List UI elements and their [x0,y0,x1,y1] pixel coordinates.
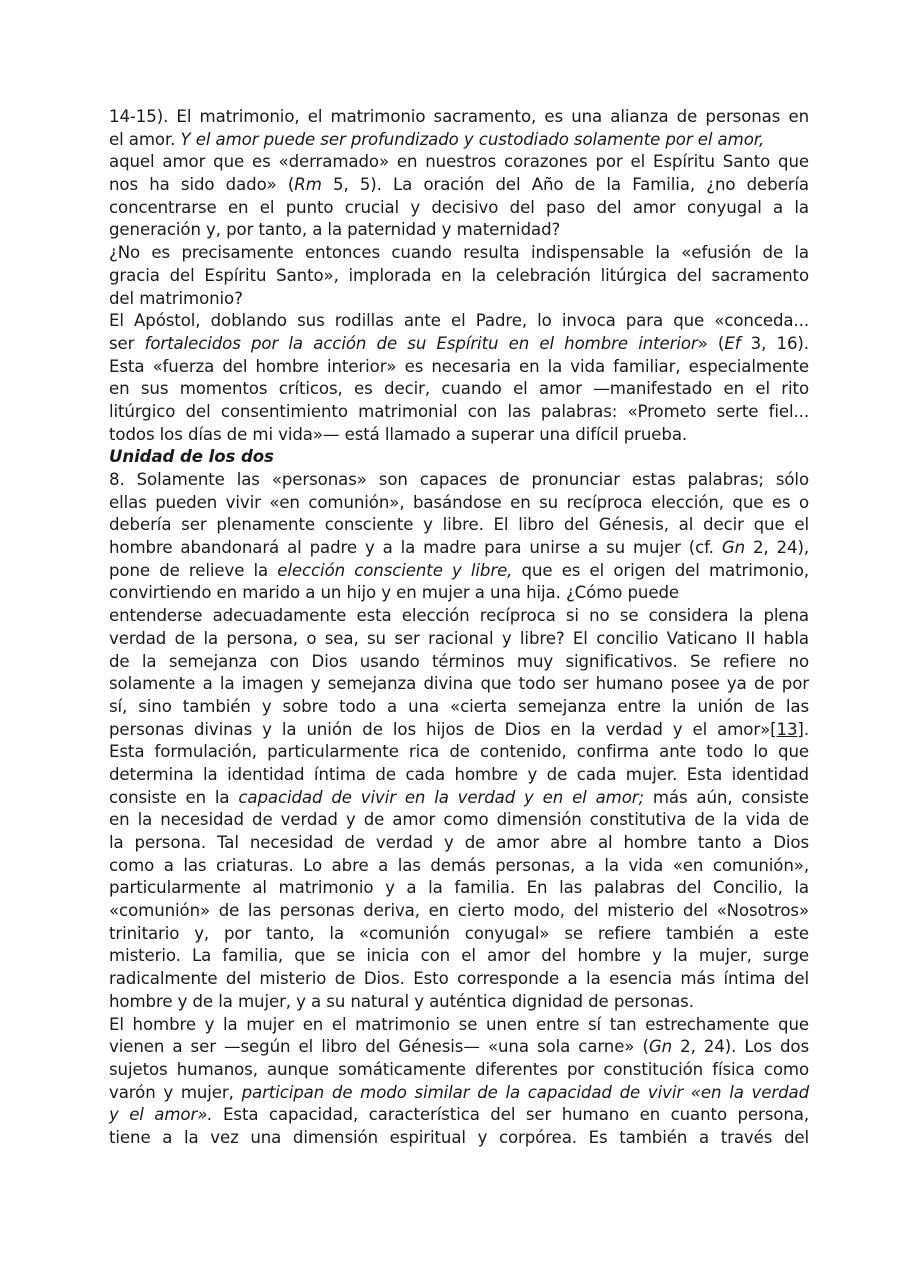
text-run: El Apóstol, doblando sus rodillas ante el Padre, lo invoca para que «conceda... [109,311,809,331]
text-run: hombre abandonará al padre y a la madre para unirse a su mujer (cf. [109,538,722,558]
text-run: todos los días de mi vida»— está llamado a superar una difícil prueba. [109,424,688,444]
text-line [109,219,809,242]
footnote-link[interactable]: [13] [770,719,804,739]
text-line [109,628,809,651]
text-line [109,696,809,719]
text-run: 3, 16). [740,333,809,353]
text-line [109,1014,809,1037]
text-line [109,492,809,515]
text-run: más aún, consiste [643,787,810,807]
text-line [109,333,809,356]
text-run: la persona. Tal necesidad de verdad y de amor abre al hombre tanto a Dios [109,833,809,852]
text-run: 2, 24), [745,538,809,558]
text-line [109,151,809,174]
text-line [109,356,809,379]
text-line [109,582,809,605]
text-line [109,106,809,129]
text-run: consiste en la [109,787,239,807]
text-line [109,514,809,537]
text-run: entenderse adecuadamente esta elección recíproca si no se considera la plena [109,606,809,626]
document-body [109,106,809,1150]
text-run: Esta formulación, particularmente rica de contenido, confirma ante todo lo que [109,742,809,762]
text-line [109,787,809,810]
text-run: aquel amor que es «derramado» en nuestros corazones por el Espíritu Santo que [109,152,809,172]
italic-text: elección consciente y libre, [277,560,513,580]
text-line [109,764,809,787]
text-run: Esta capacidad, característica del ser humano en cuanto persona, [212,1105,809,1125]
text-line [109,469,809,492]
text-run: hombre y de la mujer, y a su natural y auténtica dignidad de personas. [109,991,694,1011]
section-heading [109,446,809,469]
text-run: pone de relieve la [109,560,278,580]
text-line [109,877,809,900]
text-run: particularmente al matrimonio y a la familia. En las palabras del Concilio, la [109,878,809,898]
text-run: 8. Solamente las «personas» son capaces de pronunciar estas palabras; sólo [109,470,809,489]
text-line [109,809,809,832]
text-line [109,741,809,764]
text-run: del matrimonio? [109,288,243,308]
text-run: El hombre y la mujer en el matrimonio se unen entre sí tan estrechamente que [109,1014,809,1034]
text-line [109,537,809,560]
text-run: ellas pueden vivir «en comunión», basándose en su recíproca elección, que es o [109,492,809,512]
text-run: ser [109,333,145,353]
text-run: vienen a ser —según el libro del Génesis— «una sola carne» ( [109,1037,649,1057]
document-page [109,106,809,1150]
italic-text: Gn [721,538,745,558]
text-line [109,719,809,742]
text-line [109,174,809,197]
text-run: » ( [697,333,725,353]
text-line [109,605,809,628]
text-run: generación y, por tanto, a la paternidad y maternidad? [109,220,561,240]
text-line [109,1059,809,1082]
italic-text: Y el amor puede ser profundizado y custodiado solamente por el amor, [180,129,765,149]
text-run: personas divinas y la unión de los hijos de Dios en la verdad y el amor» [109,719,771,739]
text-line [109,945,809,968]
italic-text: y el amor». [109,1105,213,1125]
text-line [109,265,809,288]
text-run: gracia del Espíritu Santo», implorada en la celebración litúrgica del sacramento [109,265,809,285]
italic-text: participan de modo similar de la capacidad de vivir «en la verdad [241,1082,810,1102]
text-run: como a las criaturas. Lo abre a las demás personas, a la vida «en comunión», [109,855,809,875]
text-run: el amor. [109,129,181,149]
text-run: nos ha sido dado» ( [109,175,295,195]
text-run: 2, 24). Los dos [672,1037,809,1057]
text-line [109,197,809,220]
italic-text: Rm [294,175,322,195]
text-run: Esta «fuerza del hombre interior» es necesaria en la vida familiar, especialmente [109,356,809,376]
text-line [109,560,809,583]
text-line [109,288,809,311]
text-line [109,1127,809,1150]
text-line [109,1104,809,1127]
text-line [109,923,809,946]
text-line [109,424,809,447]
text-run: . [803,719,809,739]
text-run: sujetos humanos, aunque somáticamente diferentes por constitución física como [109,1059,809,1079]
text-run: trinitario y, por tanto, la «comunión conyugal» se refiere también a este [109,923,809,943]
text-line [109,968,809,991]
text-line [109,378,809,401]
text-run: verdad de la persona, o sea, su ser racional y libre? El concilio Vaticano II habla [109,628,809,648]
text-run: que es el origen del matrimonio, [512,560,810,580]
italic-text: Ef [724,333,741,353]
italic-text: Gn [648,1037,673,1057]
text-run: 14-15). El matrimonio, el matrimonio sacramento, es una alianza de personas en [109,107,809,126]
text-run: determina la identidad íntima de cada hombre y de cada mujer. Esta identidad [109,764,809,784]
text-run: concentrarse en el punto crucial y decisivo del paso del amor conyugal a la [109,197,809,217]
text-line [109,991,809,1014]
text-run: misterio. La familia, que se inicia con el amor del hombre y la mujer, surge [109,946,809,966]
text-line [109,129,809,152]
text-run: 5, 5). La oración del Año de la Familia, ¿no debería [321,175,810,195]
text-run: litúrgico del consentimiento matrimonial con las palabras: «Prometo serte fiel... [109,401,809,421]
text-run: de la semejanza con Dios usando términos muy significativos. Se refiere no [109,651,809,671]
text-run: en la necesidad de verdad y de amor como dimensión constitutiva de la vida de [109,810,809,830]
text-run: ¿No es precisamente entonces cuando resulta indispensable la «efusión de la [109,243,809,263]
text-line [109,900,809,923]
text-run: en sus momentos críticos, es decir, cuando el amor —manifestado en el rito [109,379,809,399]
text-line [109,242,809,265]
italic-text: fortalecidos por la acción de su Espíritu en el hombre interior [144,333,698,353]
italic-text: capacidad de vivir en la verdad y en el amor; [238,787,644,807]
text-run: «comunión» de las personas deriva, en cierto modo, del misterio del «Nosotros» [109,901,809,921]
text-line [109,1036,809,1059]
text-line [109,401,809,424]
text-run: convirtiendo en marido a un hijo y en mujer a una hija. ¿Cómo puede [109,583,679,603]
text-line [109,1082,809,1105]
heading-text: Unidad de los dos [109,447,274,467]
text-line [109,310,809,333]
text-line [109,673,809,696]
text-run: debería ser plenamente consciente y libre. El libro del Génesis, al decir que el [109,515,809,535]
text-run: radicalmente del misterio de Dios. Esto corresponde a la esencia más íntima del [109,969,809,989]
text-run: varón y mujer, [109,1082,242,1102]
text-run: tiene a la vez una dimensión espiritual y corpórea. Es también a través del [109,1127,809,1147]
text-run: sí, sino también y sobre todo a una «cierta semejanza entre la unión de las [109,696,809,716]
text-line [109,855,809,878]
text-line [109,832,809,855]
text-run: solamente a la imagen y semejanza divina que todo ser humano posee ya de por [109,674,809,694]
text-line [109,651,809,674]
